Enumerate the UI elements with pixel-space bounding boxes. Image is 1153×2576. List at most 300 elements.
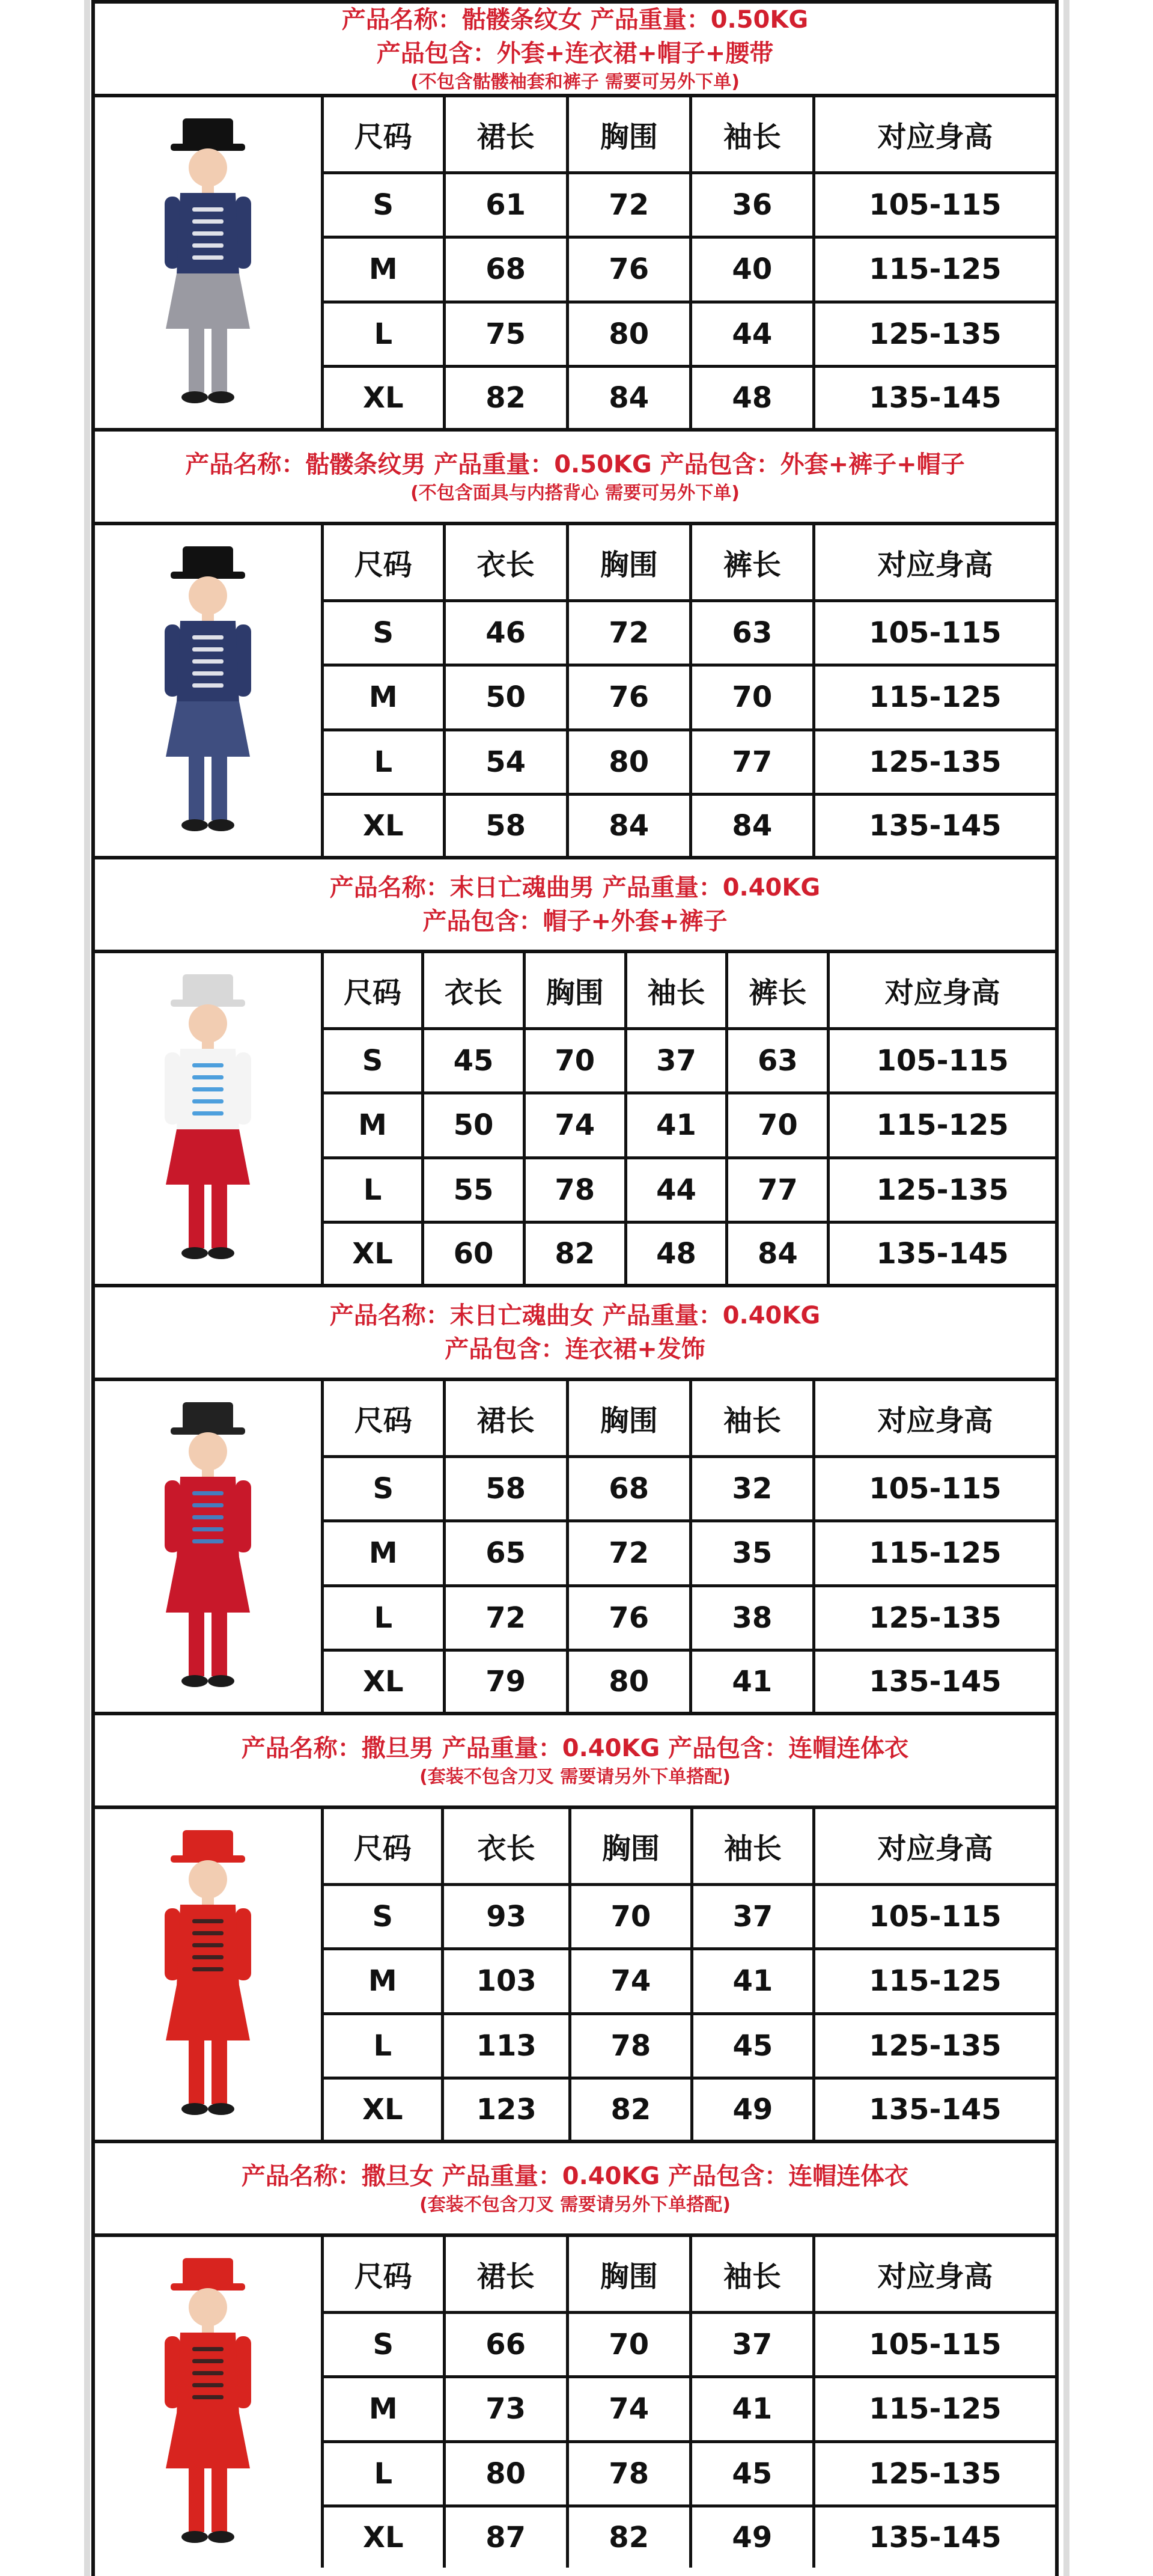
table-cell: 135-145 [869, 808, 1002, 843]
column-header: 胸围 [567, 97, 690, 173]
table-cell: 82 [524, 1222, 625, 1284]
page-side-stripe-right [1063, 0, 1069, 2576]
head-shape [189, 576, 227, 615]
product-body [95, 525, 1055, 856]
table-cell: 93 [443, 1885, 570, 1949]
size-cell: L [324, 730, 444, 794]
rib-accent-shape [192, 2371, 224, 2375]
table-cell: 77 [727, 1158, 829, 1222]
table-cell: 68 [444, 237, 567, 302]
page-side-stripe-left [84, 0, 90, 2576]
table-cell: 48 [690, 366, 814, 428]
product-body [95, 97, 1055, 428]
table-cell: 63 [690, 601, 814, 665]
table-cell: 105-115 [814, 601, 1055, 665]
rib-accent-shape [192, 647, 224, 652]
table-header-row [324, 1809, 1055, 1885]
table-cell: 125-135 [829, 1158, 1055, 1222]
size-table [324, 1809, 1055, 2140]
rib-accent-shape [192, 1539, 224, 1543]
table-cell: 50 [444, 665, 567, 730]
product-body [95, 1381, 1055, 1712]
table-cell: 115-125 [814, 1949, 1055, 2013]
rib-accent-shape [192, 1087, 224, 1091]
size-cell: XL [324, 2078, 443, 2140]
table-cell: 125-135 [814, 2013, 1055, 2078]
table-row [324, 366, 1055, 428]
table-header-row [324, 1381, 1055, 1457]
product-section-satan-boy [95, 1712, 1055, 2140]
table-row [324, 601, 1055, 665]
rib-accent-shape [192, 1967, 224, 1971]
size-cell: S [324, 1885, 443, 1949]
table-row [324, 1222, 1055, 1284]
table-row [324, 1650, 1055, 1712]
product-info-line: 产品名称：骷髅条纹男 产品重量：0.50KG 产品包含：外套+裤子+帽子 [185, 451, 965, 478]
hat-shape [183, 1402, 233, 1431]
table-cell: 72 [444, 1586, 567, 1650]
table-cell: 37 [625, 1029, 727, 1093]
left-leg-shape [189, 2038, 204, 2104]
column-header: 尺码 [324, 97, 444, 173]
product-photo [95, 97, 324, 428]
product-section-doom-requiem-boy [95, 856, 1055, 1284]
product-header [95, 428, 1055, 525]
table-cell: 58 [444, 794, 567, 856]
costume-model-figure [130, 540, 286, 841]
right-leg-shape [211, 1182, 227, 1248]
costume-model-figure [130, 1824, 286, 2125]
product-section-doom-requiem-girl [95, 1284, 1055, 1712]
right-shoe-shape [208, 1675, 234, 1687]
table-cell: 66 [444, 2313, 567, 2377]
table-cell: 105-115 [814, 2313, 1055, 2377]
rib-accent-shape [192, 1931, 224, 1935]
table-row [324, 1521, 1055, 1586]
size-cell: S [324, 1029, 423, 1093]
right-shoe-shape [208, 391, 234, 403]
table-cell: 135-145 [876, 1236, 1009, 1271]
table-cell: 65 [444, 1521, 567, 1586]
left-leg-shape [189, 1610, 204, 1676]
right-shoe-shape [208, 2103, 234, 2115]
size-cell: M [324, 1521, 444, 1586]
column-header: 胸围 [567, 525, 690, 601]
left-leg-shape [189, 1182, 204, 1248]
table-row [324, 1029, 1055, 1093]
left-shoe-shape [181, 2103, 208, 2115]
size-cell: M [324, 1093, 423, 1158]
left-leg-shape [189, 2466, 204, 2532]
table-row [324, 173, 1055, 237]
table-cell: 105-115 [814, 1885, 1055, 1949]
table-cell: 84 [567, 366, 690, 428]
head-shape [189, 2288, 227, 2327]
table-row [324, 1586, 1055, 1650]
neck-shape [202, 1040, 214, 1049]
column-header: 衣长 [443, 1809, 570, 1885]
table-cell: 41 [625, 1093, 727, 1158]
table-cell: 82 [570, 2078, 692, 2140]
table-cell: 70 [727, 1093, 829, 1158]
column-header: 胸围 [567, 1381, 690, 1457]
table-cell: 37 [690, 2313, 814, 2377]
product-header [95, 1284, 1055, 1381]
table-cell: 72 [567, 601, 690, 665]
table-cell: 74 [570, 1949, 692, 2013]
table-row [324, 794, 1055, 856]
product-body [95, 953, 1055, 1284]
table-cell: 72 [567, 1521, 690, 1586]
table-cell: 79 [444, 1650, 567, 1712]
table-cell: 123 [443, 2078, 570, 2140]
product-info-line: 产品名称：撒旦男 产品重量：0.40KG 产品包含：连帽连体衣 [241, 1735, 909, 1762]
product-photo [95, 1809, 324, 2140]
skirt-or-pants-shape [166, 1129, 250, 1185]
table-cell: 125-135 [814, 1586, 1055, 1650]
product-header [95, 1712, 1055, 1809]
table-cell: 58 [444, 1457, 567, 1521]
column-header: 对应身高 [814, 2237, 1055, 2313]
product-body [95, 2237, 1055, 2568]
table-cell: 84 [727, 1222, 829, 1284]
neck-shape [202, 612, 214, 621]
size-table [324, 2237, 1055, 2568]
skirt-or-pants-shape [166, 2413, 250, 2468]
table-row [324, 1949, 1055, 2013]
column-header: 袖长 [690, 1381, 814, 1457]
table-row [324, 1158, 1055, 1222]
table-row [324, 730, 1055, 794]
left-leg-shape [189, 754, 204, 820]
rib-accent-shape [192, 1955, 224, 1959]
table-cell: 63 [727, 1029, 829, 1093]
left-leg-shape [189, 326, 204, 392]
neck-shape [202, 2324, 214, 2333]
column-header: 胸围 [567, 2237, 690, 2313]
product-info-line: 产品名称：骷髅条纹女 产品重量：0.50KG [341, 6, 809, 34]
size-cell: S [324, 173, 444, 237]
table-cell: 82 [444, 366, 567, 428]
size-cell: XL [324, 366, 444, 428]
product-info-line: 产品包含：帽子+外套+裤子 [422, 908, 728, 935]
rib-accent-shape [192, 1491, 224, 1495]
rib-accent-shape [192, 635, 224, 639]
size-cell: S [324, 1457, 444, 1521]
product-info-line: 产品名称：末日亡魂曲男 产品重量：0.40KG [329, 874, 821, 902]
table-cell: 70 [567, 2313, 690, 2377]
table-cell: 80 [567, 302, 690, 366]
table-cell: 105-115 [814, 173, 1055, 237]
size-cell: L [324, 1586, 444, 1650]
table-cell: 115-125 [814, 665, 1055, 730]
rib-accent-shape [192, 1919, 224, 1923]
column-header: 衣长 [423, 953, 525, 1029]
rib-accent-shape [192, 231, 224, 236]
table-cell: 78 [570, 2013, 692, 2078]
head-shape [189, 1004, 227, 1043]
table-cell: 80 [567, 730, 690, 794]
size-cell: S [324, 601, 444, 665]
rib-accent-shape [192, 1515, 224, 1519]
table-cell: 36 [690, 173, 814, 237]
table-cell: 41 [690, 1650, 814, 1712]
table-cell: 78 [524, 1158, 625, 1222]
rib-accent-shape [192, 1527, 224, 1531]
table-cell: 76 [567, 237, 690, 302]
right-leg-shape [211, 754, 227, 820]
size-cell: M [324, 665, 444, 730]
skirt-or-pants-shape [166, 1557, 250, 1613]
table-cell: 48 [625, 1222, 727, 1284]
rib-accent-shape [192, 671, 224, 676]
table-cell: 115-125 [814, 1521, 1055, 1586]
table-cell: 76 [567, 1586, 690, 1650]
table-cell: 44 [625, 1158, 727, 1222]
table-cell: 70 [570, 1885, 692, 1949]
size-table [324, 1381, 1055, 1712]
table-cell: 70 [690, 665, 814, 730]
costume-model-figure [130, 968, 286, 1269]
neck-shape [202, 185, 214, 193]
product-note: (套装不包含刀叉 需要请另外下单搭配) [419, 1766, 731, 1787]
table-cell: 105-115 [829, 1029, 1055, 1093]
product-photo [95, 1381, 324, 1712]
table-cell: 74 [567, 2377, 690, 2441]
right-shoe-shape [208, 1247, 234, 1259]
table-row [324, 1885, 1055, 1949]
column-header: 对应身高 [814, 97, 1055, 173]
table-cell: 115-125 [814, 2377, 1055, 2441]
neck-shape [202, 1468, 214, 1477]
size-cell: L [324, 1158, 423, 1222]
table-row [324, 2506, 1055, 2568]
table-cell: 70 [524, 1029, 625, 1093]
table-cell: 49 [690, 2506, 814, 2568]
size-cell: M [324, 237, 444, 302]
rib-accent-shape [192, 2383, 224, 2387]
table-row [324, 2078, 1055, 2140]
product-photo [95, 953, 324, 1284]
table-cell: 105-115 [814, 1457, 1055, 1521]
table-cell: 135-145 [869, 2520, 1002, 2554]
rib-accent-shape [192, 243, 224, 248]
table-cell: 32 [690, 1457, 814, 1521]
table-row [324, 2313, 1055, 2377]
table-cell: 80 [444, 2441, 567, 2506]
table-row [324, 1457, 1055, 1521]
product-info-line: 产品包含：外套+连衣裙+帽子+腰带 [376, 40, 774, 67]
table-cell: 35 [690, 1521, 814, 1586]
size-table [324, 953, 1055, 1284]
rib-accent-shape [192, 255, 224, 260]
table-cell: 49 [692, 2078, 814, 2140]
skirt-or-pants-shape [166, 273, 250, 329]
size-cell: XL [324, 2506, 444, 2568]
product-section-satan-girl [95, 2140, 1055, 2568]
skirt-or-pants-shape [166, 701, 250, 757]
table-cell: 115-125 [829, 1093, 1055, 1158]
table-cell: 78 [567, 2441, 690, 2506]
right-leg-shape [211, 2466, 227, 2532]
neck-shape [202, 1896, 214, 1905]
column-header: 对应身高 [814, 1809, 1055, 1885]
column-header: 袖长 [690, 97, 814, 173]
table-cell: 45 [692, 2013, 814, 2078]
table-cell: 55 [423, 1158, 525, 1222]
size-cell: S [324, 2313, 444, 2377]
table-cell: 46 [444, 601, 567, 665]
table-row [324, 2377, 1055, 2441]
rib-accent-shape [192, 2359, 224, 2363]
hat-shape [183, 546, 233, 575]
rib-accent-shape [192, 1503, 224, 1507]
product-header [95, 856, 1055, 953]
product-info-line: 产品名称：末日亡魂曲女 产品重量：0.40KG [329, 1302, 821, 1329]
table-cell: 125-135 [814, 730, 1055, 794]
table-cell: 44 [690, 302, 814, 366]
table-header-row [324, 97, 1055, 173]
column-header: 尺码 [324, 1809, 443, 1885]
table-cell: 125-135 [814, 2441, 1055, 2506]
product-section-skeleton-stripe-boy [95, 428, 1055, 856]
left-shoe-shape [181, 819, 208, 831]
table-row [324, 302, 1055, 366]
column-header: 对应身高 [814, 525, 1055, 601]
right-leg-shape [211, 326, 227, 392]
column-header: 尺码 [324, 1381, 444, 1457]
rib-accent-shape [192, 1075, 224, 1079]
table-cell: 73 [444, 2377, 567, 2441]
costume-model-figure [130, 1396, 286, 1697]
rib-accent-shape [192, 1063, 224, 1067]
table-row [324, 2013, 1055, 2078]
right-shoe-shape [208, 2531, 234, 2543]
left-shoe-shape [181, 391, 208, 403]
table-cell: 125-135 [814, 302, 1055, 366]
table-cell: 45 [690, 2441, 814, 2506]
head-shape [189, 1432, 227, 1471]
column-header: 衣长 [444, 525, 567, 601]
right-leg-shape [211, 1610, 227, 1676]
product-note: (不包含骷髅袖套和裤子 需要可另外下单) [410, 72, 740, 93]
table-cell: 77 [690, 730, 814, 794]
table-header-row [324, 953, 1055, 1029]
hat-shape [183, 974, 233, 1003]
table-cell: 40 [690, 237, 814, 302]
hat-shape [183, 118, 233, 147]
left-shoe-shape [181, 1247, 208, 1259]
rib-accent-shape [192, 1099, 224, 1103]
column-header: 对应身高 [814, 1381, 1055, 1457]
skirt-or-pants-shape [166, 1985, 250, 2040]
rib-accent-shape [192, 1111, 224, 1116]
size-table [324, 525, 1055, 856]
rib-accent-shape [192, 219, 224, 224]
size-table [324, 97, 1055, 428]
hat-shape [183, 2258, 233, 2287]
column-header: 袖长 [692, 1809, 814, 1885]
rib-accent-shape [192, 1943, 224, 1947]
product-section-skeleton-stripe-girl [95, 0, 1055, 428]
table-cell: 75 [444, 302, 567, 366]
table-cell: 54 [444, 730, 567, 794]
table-cell: 41 [690, 2377, 814, 2441]
table-cell: 37 [692, 1885, 814, 1949]
table-cell: 50 [423, 1093, 525, 1158]
head-shape [189, 148, 227, 187]
column-header: 对应身高 [829, 953, 1055, 1029]
table-cell: 115-125 [814, 237, 1055, 302]
table-header-row [324, 525, 1055, 601]
costume-model-figure [130, 112, 286, 413]
product-info-line: 产品名称：撒旦女 产品重量：0.40KG 产品包含：连帽连体衣 [241, 2162, 909, 2190]
size-cell: XL [324, 1222, 423, 1284]
product-header [95, 2140, 1055, 2237]
rib-accent-shape [192, 2395, 224, 2399]
column-header: 裤长 [727, 953, 829, 1029]
product-note: (不包含面具与内搭背心 需要可另外下单) [410, 483, 740, 504]
table-cell: 113 [443, 2013, 570, 2078]
size-cell: M [324, 2377, 444, 2441]
column-header: 袖长 [690, 2237, 814, 2313]
product-info-line: 产品包含：连衣裙+发饰 [445, 1335, 705, 1363]
right-leg-shape [211, 2038, 227, 2104]
head-shape [189, 1860, 227, 1899]
size-cell: L [324, 302, 444, 366]
product-note: (套装不包含刀叉 需要请另外下单搭配) [419, 2194, 731, 2215]
table-cell: 72 [567, 173, 690, 237]
column-header: 袖长 [625, 953, 727, 1029]
product-photo [95, 525, 324, 856]
column-header: 尺码 [324, 2237, 444, 2313]
product-body [95, 1809, 1055, 2140]
column-header: 胸围 [570, 1809, 692, 1885]
table-cell: 82 [567, 2506, 690, 2568]
table-cell: 80 [567, 1650, 690, 1712]
table-cell: 45 [423, 1029, 525, 1093]
size-cell: L [324, 2013, 443, 2078]
table-cell: 135-145 [869, 380, 1002, 415]
table-cell: 84 [567, 794, 690, 856]
size-cell: XL [324, 794, 444, 856]
size-cell: M [324, 1949, 443, 2013]
hat-shape [183, 1830, 233, 1859]
table-row [324, 237, 1055, 302]
rib-accent-shape [192, 2347, 224, 2351]
table-cell: 41 [692, 1949, 814, 2013]
table-cell: 135-145 [869, 1664, 1002, 1699]
table-cell: 60 [423, 1222, 525, 1284]
table-cell: 61 [444, 173, 567, 237]
table-cell: 76 [567, 665, 690, 730]
size-cell: XL [324, 1650, 444, 1712]
column-header: 裙长 [444, 97, 567, 173]
column-header: 尺码 [324, 525, 444, 601]
table-cell: 84 [690, 794, 814, 856]
table-cell: 87 [444, 2506, 567, 2568]
product-header [95, 0, 1055, 97]
left-shoe-shape [181, 2531, 208, 2543]
column-header: 裙长 [444, 2237, 567, 2313]
table-row [324, 1093, 1055, 1158]
column-header: 胸围 [524, 953, 625, 1029]
table-cell: 74 [524, 1093, 625, 1158]
rib-accent-shape [192, 207, 224, 212]
right-shoe-shape [208, 819, 234, 831]
table-header-row [324, 2237, 1055, 2313]
costume-model-figure [130, 2252, 286, 2553]
